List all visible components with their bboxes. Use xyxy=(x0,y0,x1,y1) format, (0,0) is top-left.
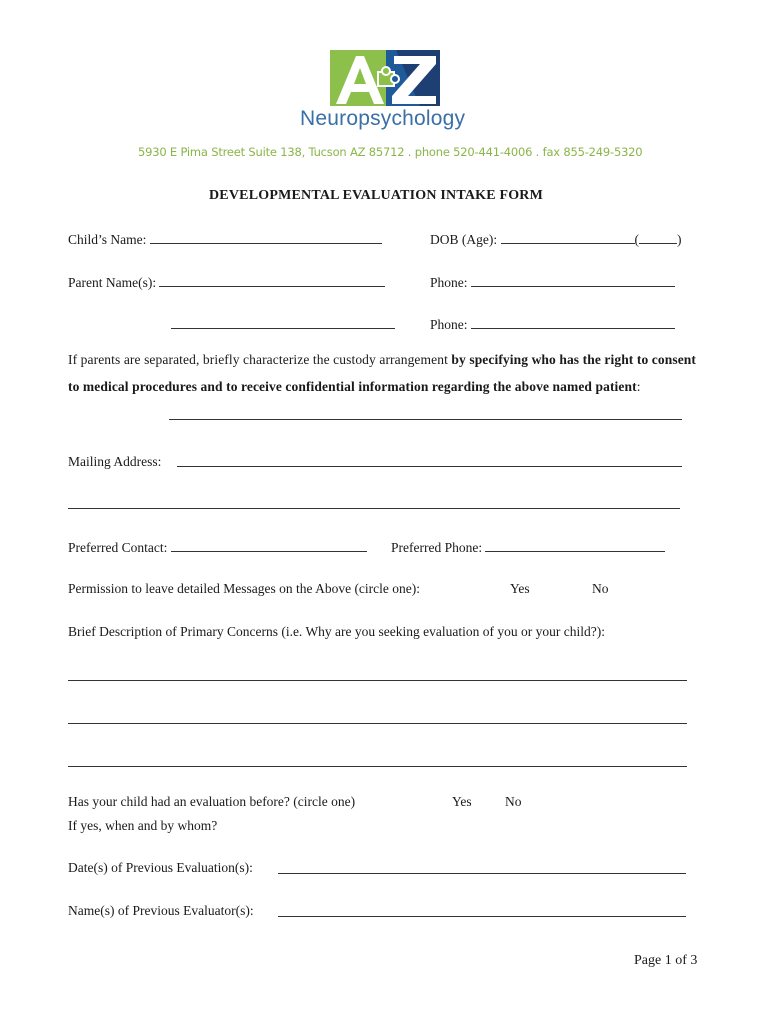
prev-dates-field[interactable] xyxy=(278,873,686,874)
phone-field-2[interactable] xyxy=(471,316,675,329)
prior-eval-label: Has your child had an evaluation before? (circle one) xyxy=(68,794,356,809)
age-field[interactable] xyxy=(639,231,677,244)
prev-dates-label: Date(s) of Previous Evaluation(s): xyxy=(68,860,253,875)
custody-paragraph xyxy=(68,346,698,400)
mailing-address-field-2[interactable] xyxy=(68,508,680,509)
parent-name-field-2[interactable] xyxy=(171,316,395,329)
preferred-contact-row xyxy=(68,539,367,556)
parent-name-field[interactable] xyxy=(159,274,385,287)
child-name-label: Child’s Name: xyxy=(68,232,147,247)
mailing-address-row xyxy=(68,454,161,470)
preferred-contact-field[interactable] xyxy=(171,539,367,552)
prior-eval-no-option[interactable]: No xyxy=(505,794,522,809)
concerns-line-3[interactable] xyxy=(68,766,687,767)
preferred-phone-row xyxy=(391,539,665,556)
prior-eval-yes-option[interactable]: Yes xyxy=(452,794,472,809)
permission-label: Permission to leave detailed Messages on the Above (circle one): xyxy=(68,581,421,596)
concerns-label: Brief Description of Primary Concerns (i.e. Why are you seeking evaluation of you or your child?): xyxy=(68,624,605,639)
logo xyxy=(330,50,442,108)
preferred-phone-field[interactable] xyxy=(485,539,665,552)
dob-field[interactable] xyxy=(501,231,635,244)
child-name-row xyxy=(68,231,382,248)
permission-no-option[interactable]: No xyxy=(592,581,609,596)
dob-age-row xyxy=(430,231,682,248)
clinic-address: 5930 E Pima Street Suite 138, Tucson AZ 85712 . phone 520-441-4006 . fax 855-249-5320 xyxy=(138,145,643,159)
prior-eval-followup: If yes, when and by whom? xyxy=(68,818,218,833)
mailing-address-field[interactable] xyxy=(177,466,682,467)
permission-yes-option[interactable]: Yes xyxy=(510,581,530,596)
prev-evaluators-label: Name(s) of Previous Evaluator(s): xyxy=(68,903,254,918)
custody-bold-text: by specifying who has the right to consent to medical procedures and to receive confidential information regarding the above named patient xyxy=(68,352,696,394)
phone-label-2: Phone: xyxy=(430,317,468,332)
concerns-line-1[interactable] xyxy=(68,680,687,681)
dob-age-label: DOB (Age): xyxy=(430,232,498,247)
phone-label-1: Phone: xyxy=(430,275,468,290)
concerns-line-2[interactable] xyxy=(68,723,687,724)
form-title: DEVELOPMENTAL EVALUATION INTAKE FORM xyxy=(209,188,544,203)
preferred-contact-label: Preferred Contact: xyxy=(68,540,168,555)
age-open-paren: ( xyxy=(634,232,639,247)
logo-wordmark: Neuropsychology xyxy=(300,107,466,130)
page-number: Page 1 of 3 xyxy=(634,953,698,968)
age-close-paren: ) xyxy=(677,232,682,247)
parent-name-label: Parent Name(s): xyxy=(68,275,157,290)
phone-row-2 xyxy=(430,316,675,333)
custody-intro: If parents are separated, briefly characterize the custody arrangement xyxy=(68,352,452,367)
custody-colon: : xyxy=(636,379,641,394)
phone-row-1 xyxy=(430,274,675,291)
mailing-address-label: Mailing Address: xyxy=(68,454,162,469)
phone-field-1[interactable] xyxy=(471,274,675,287)
preferred-phone-label: Preferred Phone: xyxy=(391,540,483,555)
child-name-field[interactable] xyxy=(150,231,382,244)
parent-name-row xyxy=(68,274,385,291)
parent-name-row-2 xyxy=(171,316,395,333)
az-logo-icon xyxy=(330,50,442,108)
custody-field[interactable] xyxy=(169,419,682,420)
prev-evaluators-field[interactable] xyxy=(278,916,686,917)
